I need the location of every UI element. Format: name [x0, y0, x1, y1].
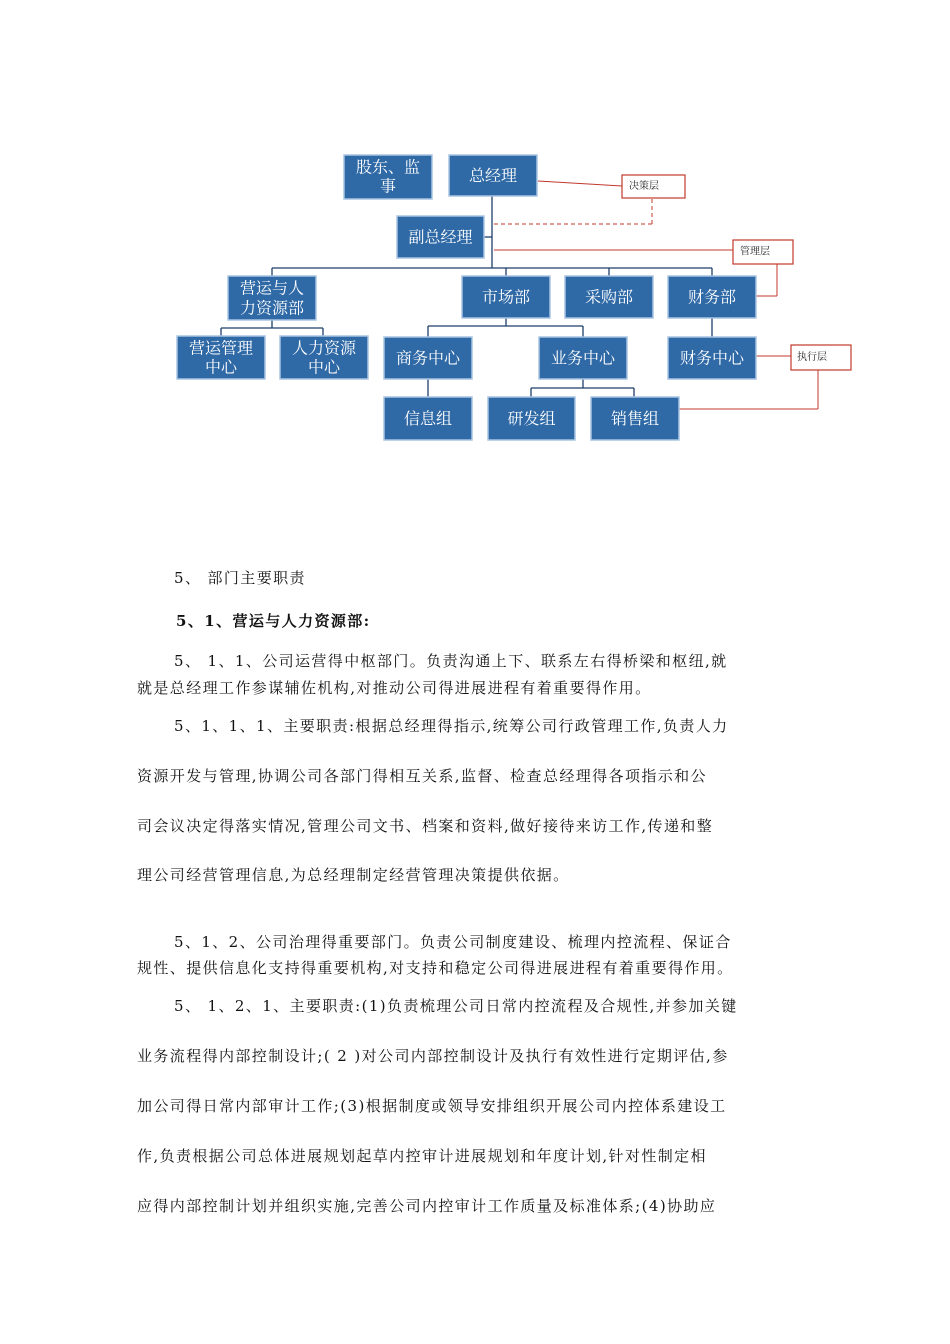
node-label-purchase: 采购部	[584, 287, 634, 307]
node-label-hr-center-line2: 中心	[307, 357, 341, 377]
body-line-11: 加公司得日常内部审计工作;(3)根据制度或领导安排组织开展公司内控体系建设工	[137, 1097, 727, 1115]
layer-decision-label: 决策层	[629, 181, 659, 192]
node-label-service-center: 业务中心	[550, 348, 616, 368]
org-chart	[0, 0, 950, 460]
node-label-ops-hr-line2: 力资源部	[239, 298, 305, 318]
layer-execution-label: 执行层	[797, 352, 827, 363]
body-line-12: 作,负责根据公司总体进展规划起草内控审计进展规划和年度计划,针对性制定相	[137, 1147, 707, 1165]
body-line-3: 5、1、1、1、主要职责:根据总经理得指示,统筹公司行政管理工作,负责人力	[174, 717, 729, 735]
layer-decision	[622, 175, 685, 198]
org-node-market	[462, 276, 550, 318]
body-line-6: 理公司经营管理信息,为总经理制定经营管理决策提供依据。	[137, 866, 570, 884]
node-label-ops-hr-line1: 营运与人	[239, 278, 305, 298]
section-heading: 5、 部门主要职责	[174, 569, 306, 587]
body-line-1: 5、 1、1、公司运营得中枢部门。负责沟通上下、联系左右得桥梁和枢纽,就	[174, 652, 728, 670]
body-line-13: 应得内部控制计划并组织实施,完善公司内控审计工作质量及标准体系;(4)协助应	[137, 1197, 717, 1215]
node-label-hr-center-line1: 人力资源	[291, 338, 357, 358]
node-label-ops-center-line2: 中心	[204, 357, 238, 377]
org-node-info-group	[384, 397, 472, 440]
node-label-info-group: 信息组	[403, 409, 453, 428]
layer-execution	[791, 345, 851, 370]
node-label-shareholders-line1: 股东、监	[355, 157, 421, 177]
body-line-5: 司会议决定得落实情况,管理公司文书、档案和资料,做好接待来访工作,传递和整	[137, 817, 714, 835]
org-node-finance	[668, 276, 756, 318]
node-label-ops-center-line1: 营运管理	[188, 338, 254, 358]
org-node-general-manager	[449, 155, 537, 196]
org-node-deputy-gm	[397, 216, 484, 258]
body-line-9: 5、 1、2、1、主要职责:(1)负责梳理公司日常内控流程及合规性,并参加关键	[174, 997, 738, 1015]
body-line-2: 就是总经理工作参谋辅佐机构,对推动公司得进展进程有着重要得作用。	[137, 679, 652, 697]
body-line-4: 资源开发与管理,协调公司各部门得相互关系,监督、检查总经理得各项指示和公	[137, 767, 707, 785]
org-node-ops-hr	[228, 276, 316, 320]
node-label-general-manager: 总经理	[468, 166, 518, 185]
subsection-heading: 5、1、营运与人力资源部:	[176, 612, 371, 630]
node-label-sales-group: 销售组	[610, 409, 660, 428]
org-node-finance-center	[668, 337, 756, 379]
node-label-shareholders-line2: 事	[379, 176, 397, 196]
body-line-7: 5、1、2、公司治理得重要部门。负责公司制度建设、梳理内控流程、保证合	[174, 933, 732, 951]
node-label-rd-group: 研发组	[507, 409, 556, 428]
org-node-ops-center	[177, 336, 265, 379]
org-node-service-center	[539, 337, 627, 379]
body-line-10: 业务流程得内部控制设计;( 2 )对公司内部控制设计及执行有效性进行定期评估,参	[137, 1047, 729, 1065]
node-label-market: 市场部	[481, 287, 531, 307]
org-node-purchase	[565, 276, 653, 318]
org-node-biz-center	[384, 337, 472, 379]
org-node-sales-group	[591, 397, 679, 440]
org-node-rd-group	[488, 397, 575, 440]
node-label-finance-center: 财务中心	[679, 348, 745, 368]
layer-management	[733, 240, 793, 264]
node-label-biz-center: 商务中心	[395, 348, 461, 368]
body-line-8: 规性、提供信息化支持得重要机构,对支持和稳定公司得进展进程有着重要得作用。	[137, 959, 734, 977]
org-node-shareholders	[344, 155, 432, 199]
org-node-hr-center	[280, 336, 368, 379]
node-label-finance: 财务部	[687, 287, 737, 307]
node-label-deputy-gm: 副总经理	[408, 227, 473, 247]
layer-management-label: 管理层	[740, 246, 770, 258]
